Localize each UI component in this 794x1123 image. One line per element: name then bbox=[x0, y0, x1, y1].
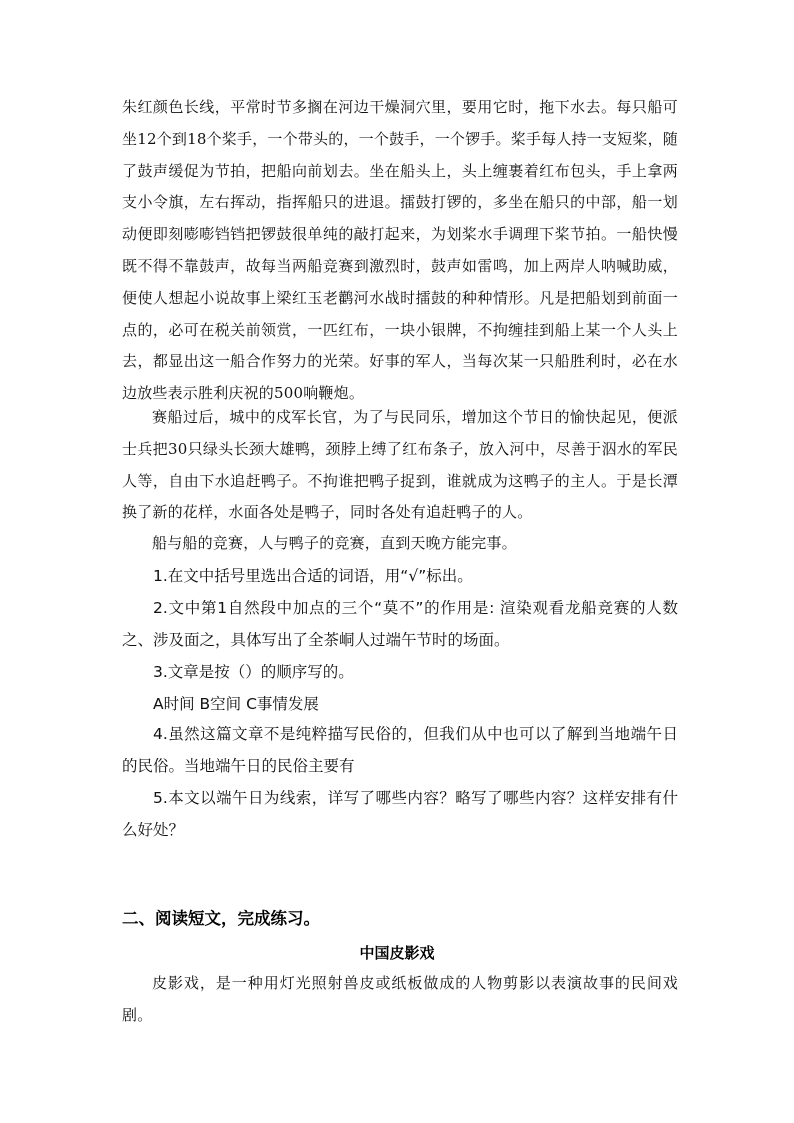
question-2: 2.文中第1自然段中加点的三个“莫不”的作用是: 渲染观看龙船竞赛的人数之、涉及面之，具体写出了全茶峒人过端午节时的场面。 bbox=[122, 599, 678, 649]
question-3: 3.文章是按（）的顺序写的。 bbox=[153, 663, 354, 681]
article-title: 中国皮影戏 bbox=[359, 944, 435, 962]
article-paragraph-1: 皮影戏，是一种用灯光照射兽皮或纸板做成的人物剪影以表演故事的民间戏剧。 bbox=[122, 974, 678, 1024]
passage-paragraph-duck-chase: 赛船过后，城中的戍军长官，为了与民同乐，增加这个节日的愉快起见，便派士兵把30只绿头长颈大雄鸭，颈脖上缚了红布条子，放入河中，尽善于泅水的军民人等，自由下水追赶鸭子。不拘谁把鸭子捉到，谁就成为这鸭子的主人。于是长潭换了新的花样，水面各处是鸭子，同时各处有追赶鸭子的人。 bbox=[122, 408, 678, 522]
question-5: 5.本文以端午日为线索，详写了哪些内容？略写了哪些内容？这样安排有什么好处？ bbox=[122, 789, 678, 839]
passage-paragraph-boat-race: 朱红颜色长线，平常时节多搁在河边干燥洞穴里，要用它时，拖下水去。每只船可坐12个到18个桨手，一个带头的，一个鼓手，一个锣手。桨手每人持一支短桨，随了鼓声缓促为节拍，把船向前划去。坐在船头上，头上缠裹着红布包头，手上拿两支小令旗，左右挥动，指挥船只的进退。擂鼓打锣的，多坐在船只的中部，船一划动便即刻嘭嘭铛铛把锣鼓很单纯的敲打起来，为划桨水手调理下桨节拍。一船快慢既不得不靠鼓声，故每当两船竞赛到激烈时，鼓声如雷鸣，加上两岸人呐喊助威，便使人想起小说故事上梁红玉老鹳河水战时擂鼓的种种情形。凡是把船划到前面一点的，必可在税关前领赏，一匹红布，一块小银牌，不拘缠挂到船上某一个人头上去，都显出这一船合作努力的光荣。好事的军人，当每次某一只船胜利时，必在水边放些表示胜利庆祝的500响鞭炮。 bbox=[122, 98, 678, 403]
question-4: 4.虽然这篇文章不是纯粹描写民俗的，但我们从中也可以了解到当地端午日的民俗。当地端午日的民俗主要有 bbox=[122, 725, 678, 775]
question-3-options: A时间 B空间 C事情发展 bbox=[153, 695, 319, 713]
question-1: 1.在文中括号里选出合适的词语，用“√”标出。 bbox=[153, 567, 473, 585]
passage-paragraph-ending: 船与船的竞赛，人与鸭子的竞赛，直到天晚方能完事。 bbox=[152, 534, 517, 552]
section-2-heading: 二、阅读短文，完成练习。 bbox=[122, 909, 320, 928]
